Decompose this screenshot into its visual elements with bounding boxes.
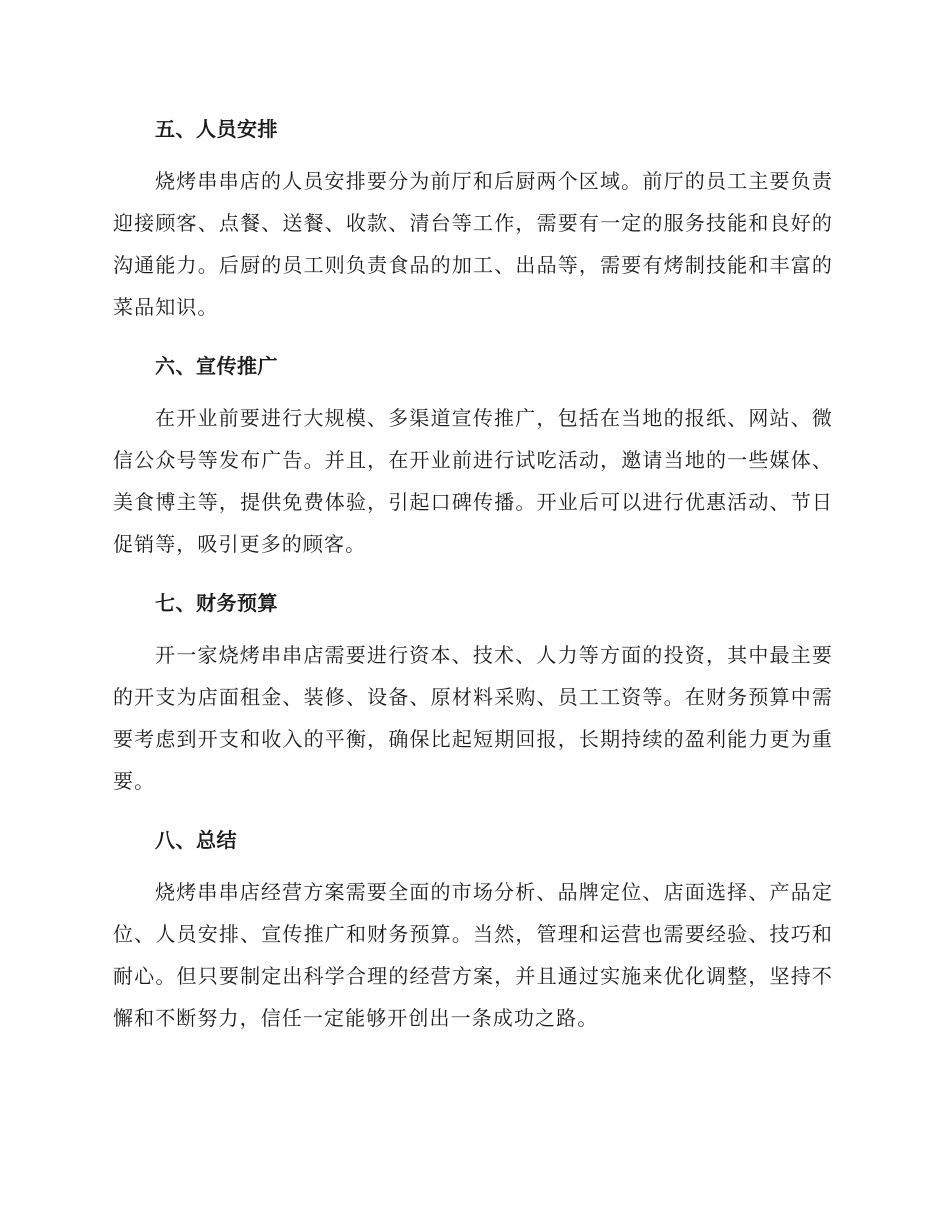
section-summary — [113, 819, 833, 1039]
section-paragraph: 在开业前要进行大规模、多渠道宣传推广，包括在当地的报纸、网站、微信公众号等发布广告。并且，在开业前进行试吃活动，邀请当地的一些媒体、美食博主等，提供免费体验，引起口碑传播。开业后可以进行优惠活动、节日促销等，吸引更多的顾客。 — [113, 406, 833, 556]
section-heading: 五、人员安排 — [155, 117, 278, 141]
section-paragraph: 烧烤串串店的人员安排要分为前厅和后厨两个区域。前厅的员工主要负责迎接顾客、点餐、送餐、收款、清台等工作，需要有一定的服务技能和良好的沟通能力。后厨的员工则负责食品的加工、出品等，需要有烤制技能和丰富的菜品知识。 — [113, 169, 833, 319]
section-heading: 六、宣传推广 — [155, 354, 278, 378]
section-paragraph: 开一家烧烤串串店需要进行资本、技术、人力等方面的投资，其中最主要的开支为店面租金、装修、设备、原材料采购、员工工资等。在财务预算中需要考虑到开支和收入的平衡，确保比起短期回报，长期持续的盈利能力更为重要。 — [113, 643, 833, 793]
section-staffing — [113, 108, 833, 328]
section-heading: 七、财务预算 — [155, 591, 278, 615]
section-paragraph: 烧烤串串店经营方案需要全面的市场分析、品牌定位、店面选择、产品定位、人员安排、宣传推广和财务预算。当然，管理和运营也需要经验、技巧和耐心。但只要制定出科学合理的经营方案，并且通过实施来优化调整，坚持不懈和不断努力，信任一定能够开创出一条成功之路。 — [113, 880, 833, 1030]
section-budget — [113, 582, 833, 802]
document-body — [113, 108, 833, 1056]
section-promotion — [113, 345, 833, 565]
section-heading: 八、总结 — [155, 828, 237, 852]
